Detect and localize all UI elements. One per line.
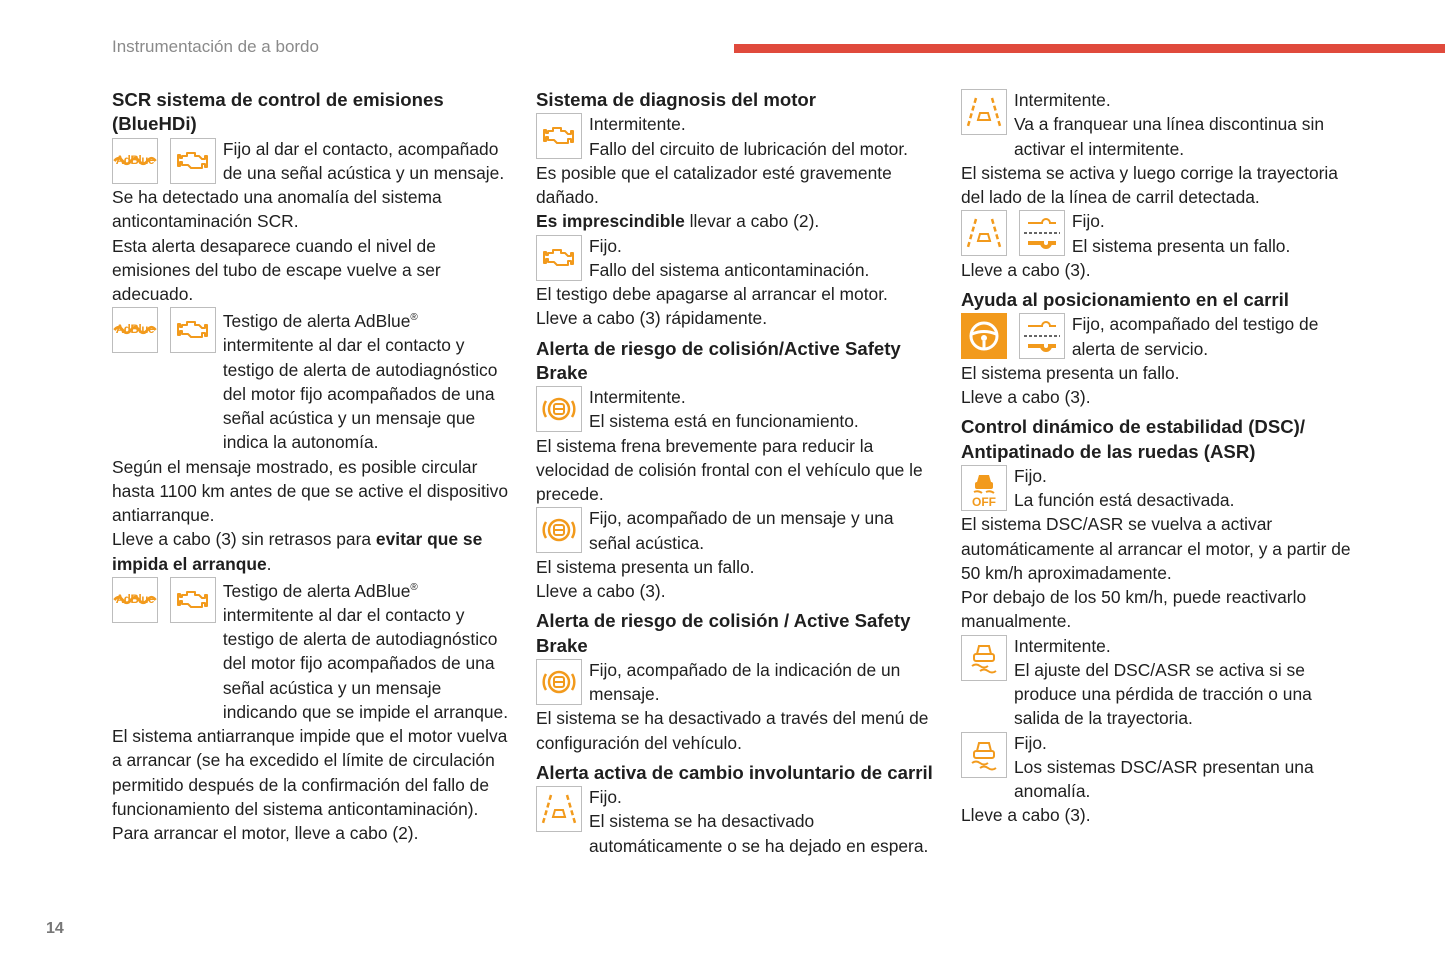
section-title-lane-departure: Alerta activa de cambio involuntario de carril: [536, 761, 933, 783]
section-title-scr: SCR sistema de control de emisiones (BlueHDi): [112, 89, 444, 135]
header-accent-bar: [734, 44, 1445, 53]
lane-departure-icon: [961, 210, 1007, 256]
adblue-icon: AdBlue: [112, 577, 158, 623]
section-title-engine-diagnosis: Sistema de diagnosis del motor: [536, 89, 817, 110]
icon-row: Fijo. Fallo del sistema anticontaminación.: [536, 234, 934, 283]
icon-row: AdBlue Fijo al dar el contacto, acompañado de una señal acústica y un mensaje.: [112, 137, 512, 186]
icon-row: OFF Fijo. La función está desactivada.: [961, 464, 1361, 513]
icon-row: Fijo, acompañado del testigo de alerta de servicio.: [961, 312, 1361, 361]
dsc-asr-icon: [961, 732, 1007, 778]
engine-icon: [536, 235, 582, 281]
icon-row: Intermitente. Va a franquear una línea discontinua sin activar el intermitente.: [961, 88, 1361, 161]
lane-departure-icon: [961, 89, 1007, 135]
collision-brake-icon: [536, 386, 582, 432]
running-header: Instrumentación de a bordo: [112, 37, 319, 56]
icon-row: Fijo. El sistema presenta un fallo.: [961, 209, 1361, 258]
icon-row: Fijo, acompañado de un mensaje y una señal acústica.: [536, 506, 934, 555]
adblue-icon: AdBlue: [112, 307, 158, 353]
icon-row: Intermitente. Fallo del circuito de lubricación del motor.: [536, 112, 934, 161]
icon-row: Fijo. Los sistemas DSC/ASR presentan una anomalía.: [961, 731, 1361, 804]
section-title-dsc-asr: Control dinámico de estabilidad (DSC)/ Antipatinado de las ruedas (ASR): [961, 416, 1306, 462]
icon-row: AdBlue Testigo de alerta AdBlue® intermitente al dar el contacto y testigo de alerta de autodiagnóstico del motor fijo acompañados de una señal acústica y un mensaje indicando que se impide el arranque.: [112, 576, 512, 724]
service-wrench-icon: [1019, 313, 1065, 359]
column-3: Intermitente. Va a franquear una línea discontinua sin activar el intermitente. El sistema se activa y luego corrige la trayectoria del lado de la línea de carril detectada. Fijo. El sistema presenta un fallo. Lleve a cabo (3). Ayuda al posicionamiento en el carril Fijo, acompañado del testigo de alerta de servicio. El sistema presenta un fallo. Lleve a cabo (3). Control dinámico de estabilidad (DSC)/ Antipatinado de las ruedas (ASR) OFF Fijo. La función está desactivada. El sistema DSC/ASR se vuelva a activar automáticamente al arrancar el motor, y a partir de 50 km/h aproximadamente. Por debajo de los 50 km/h, puede reactivarlo manualmente. Intermitente. El ajuste del DSC/ASR se activa si se produce una pérdida de tracción o una salida de la trayectoria. Fijo. Los sistemas DSC/ASR presentan una anomalía. Lleve a cabo (3).: [961, 88, 1361, 828]
icon-row: AdBlue Testigo de alerta AdBlue® intermitente al dar el contacto y testigo de alerta de autodiagnóstico del motor fijo acompañados de una señal acústica y un mensaje que indica la autonomía.: [112, 306, 512, 454]
section-title-collision-alert: Alerta de riesgo de colisión/Active Safety Brake: [536, 337, 901, 383]
icon-row: Fijo, acompañado de la indicación de un mensaje.: [536, 658, 934, 707]
column-2: Sistema de diagnosis del motor Intermitente. Fallo del circuito de lubricación del motor. Es posible que el catalizador esté gravemente dañado. Es imprescindible llevar a cabo (2). Fijo. Fallo del sistema anticontaminación. El testigo debe apagarse al arrancar el motor. Lleve a cabo (3) rápidamente. Alerta de riesgo de colisión/Active Safety Brake Intermitente. El sistema está en funcionamiento. El sistema frena brevemente para reducir la velocidad de colisión frontal con el vehículo que le precede. Fijo, acompañado de un mensaje y una señal acústica. El sistema presenta un fallo. Lleve a cabo (3). Alerta de riesgo de colisión / Active Safety Brake Fijo, acompañado de la indicación de un mensaje. El sistema se ha desactivado a través del menú de configuración del vehículo. Alerta activa de cambio involuntario de carril Fijo. El sistema se ha desactivado automáticamente o se ha dejado en espera.: [536, 88, 934, 858]
service-wrench-icon: [1019, 210, 1065, 256]
engine-icon: [170, 307, 216, 353]
collision-brake-icon: [536, 659, 582, 705]
section-title-collision-alert-2: Alerta de riesgo de colisión / Active Safety Brake: [536, 610, 911, 656]
collision-brake-icon: [536, 507, 582, 553]
section-title-lane-positioning: Ayuda al posicionamiento en el carril: [961, 289, 1289, 310]
icon-row: Intermitente. El ajuste del DSC/ASR se activa si se produce una pérdida de tracción o una salida de la trayectoria.: [961, 634, 1361, 731]
dsc-asr-icon: [961, 635, 1007, 681]
lane-departure-icon: [536, 786, 582, 832]
engine-icon: [170, 138, 216, 184]
engine-icon: [536, 113, 582, 159]
icon-row: Intermitente. El sistema está en funcionamiento.: [536, 385, 934, 434]
engine-icon: [170, 577, 216, 623]
column-1: SCR sistema de control de emisiones (BlueHDi) AdBlue Fijo al dar el contacto, acompañado de una señal acústica y un mensaje. Se ha detectado una anomalía del sistema anticontaminación SCR. Esta alerta desaparece cuando el nivel de emisiones del tubo de escape vuelve a ser adecuado. AdBlue Testigo de alerta AdBlue® intermitente al dar el contacto y testigo de alerta de autodiagnóstico del motor fijo acompañados de una señal acústica y un mensaje que indica la autonomía. Según el mensaje mostrado, es posible circular hasta 1100 km antes de que se active el dispositivo antiarranque. Lleve a cabo (3) sin retrasos para evitar que se impida el arranque. AdBlue Testigo de alerta AdBlue® intermitente al dar el contacto y testigo de alerta de autodiagnóstico del motor fijo acompañados de una señal acústica y un mensaje indicando que se impide el arranque. El sistema antiarranque impide que el motor vuelva a arrancar (se ha excedido el límite de circulación permitido después de la confirmación del fallo de funcionamiento del sistema anticontaminación). Para arrancar el motor, lleve a cabo (2).: [112, 88, 512, 845]
page-number: 14: [46, 920, 64, 937]
steering-wheel-icon: [961, 313, 1007, 359]
adblue-icon: AdBlue: [112, 138, 158, 184]
icon-row: Fijo. El sistema se ha desactivado automáticamente o se ha dejado en espera.: [536, 785, 934, 858]
dsc-off-icon: OFF: [961, 465, 1007, 511]
